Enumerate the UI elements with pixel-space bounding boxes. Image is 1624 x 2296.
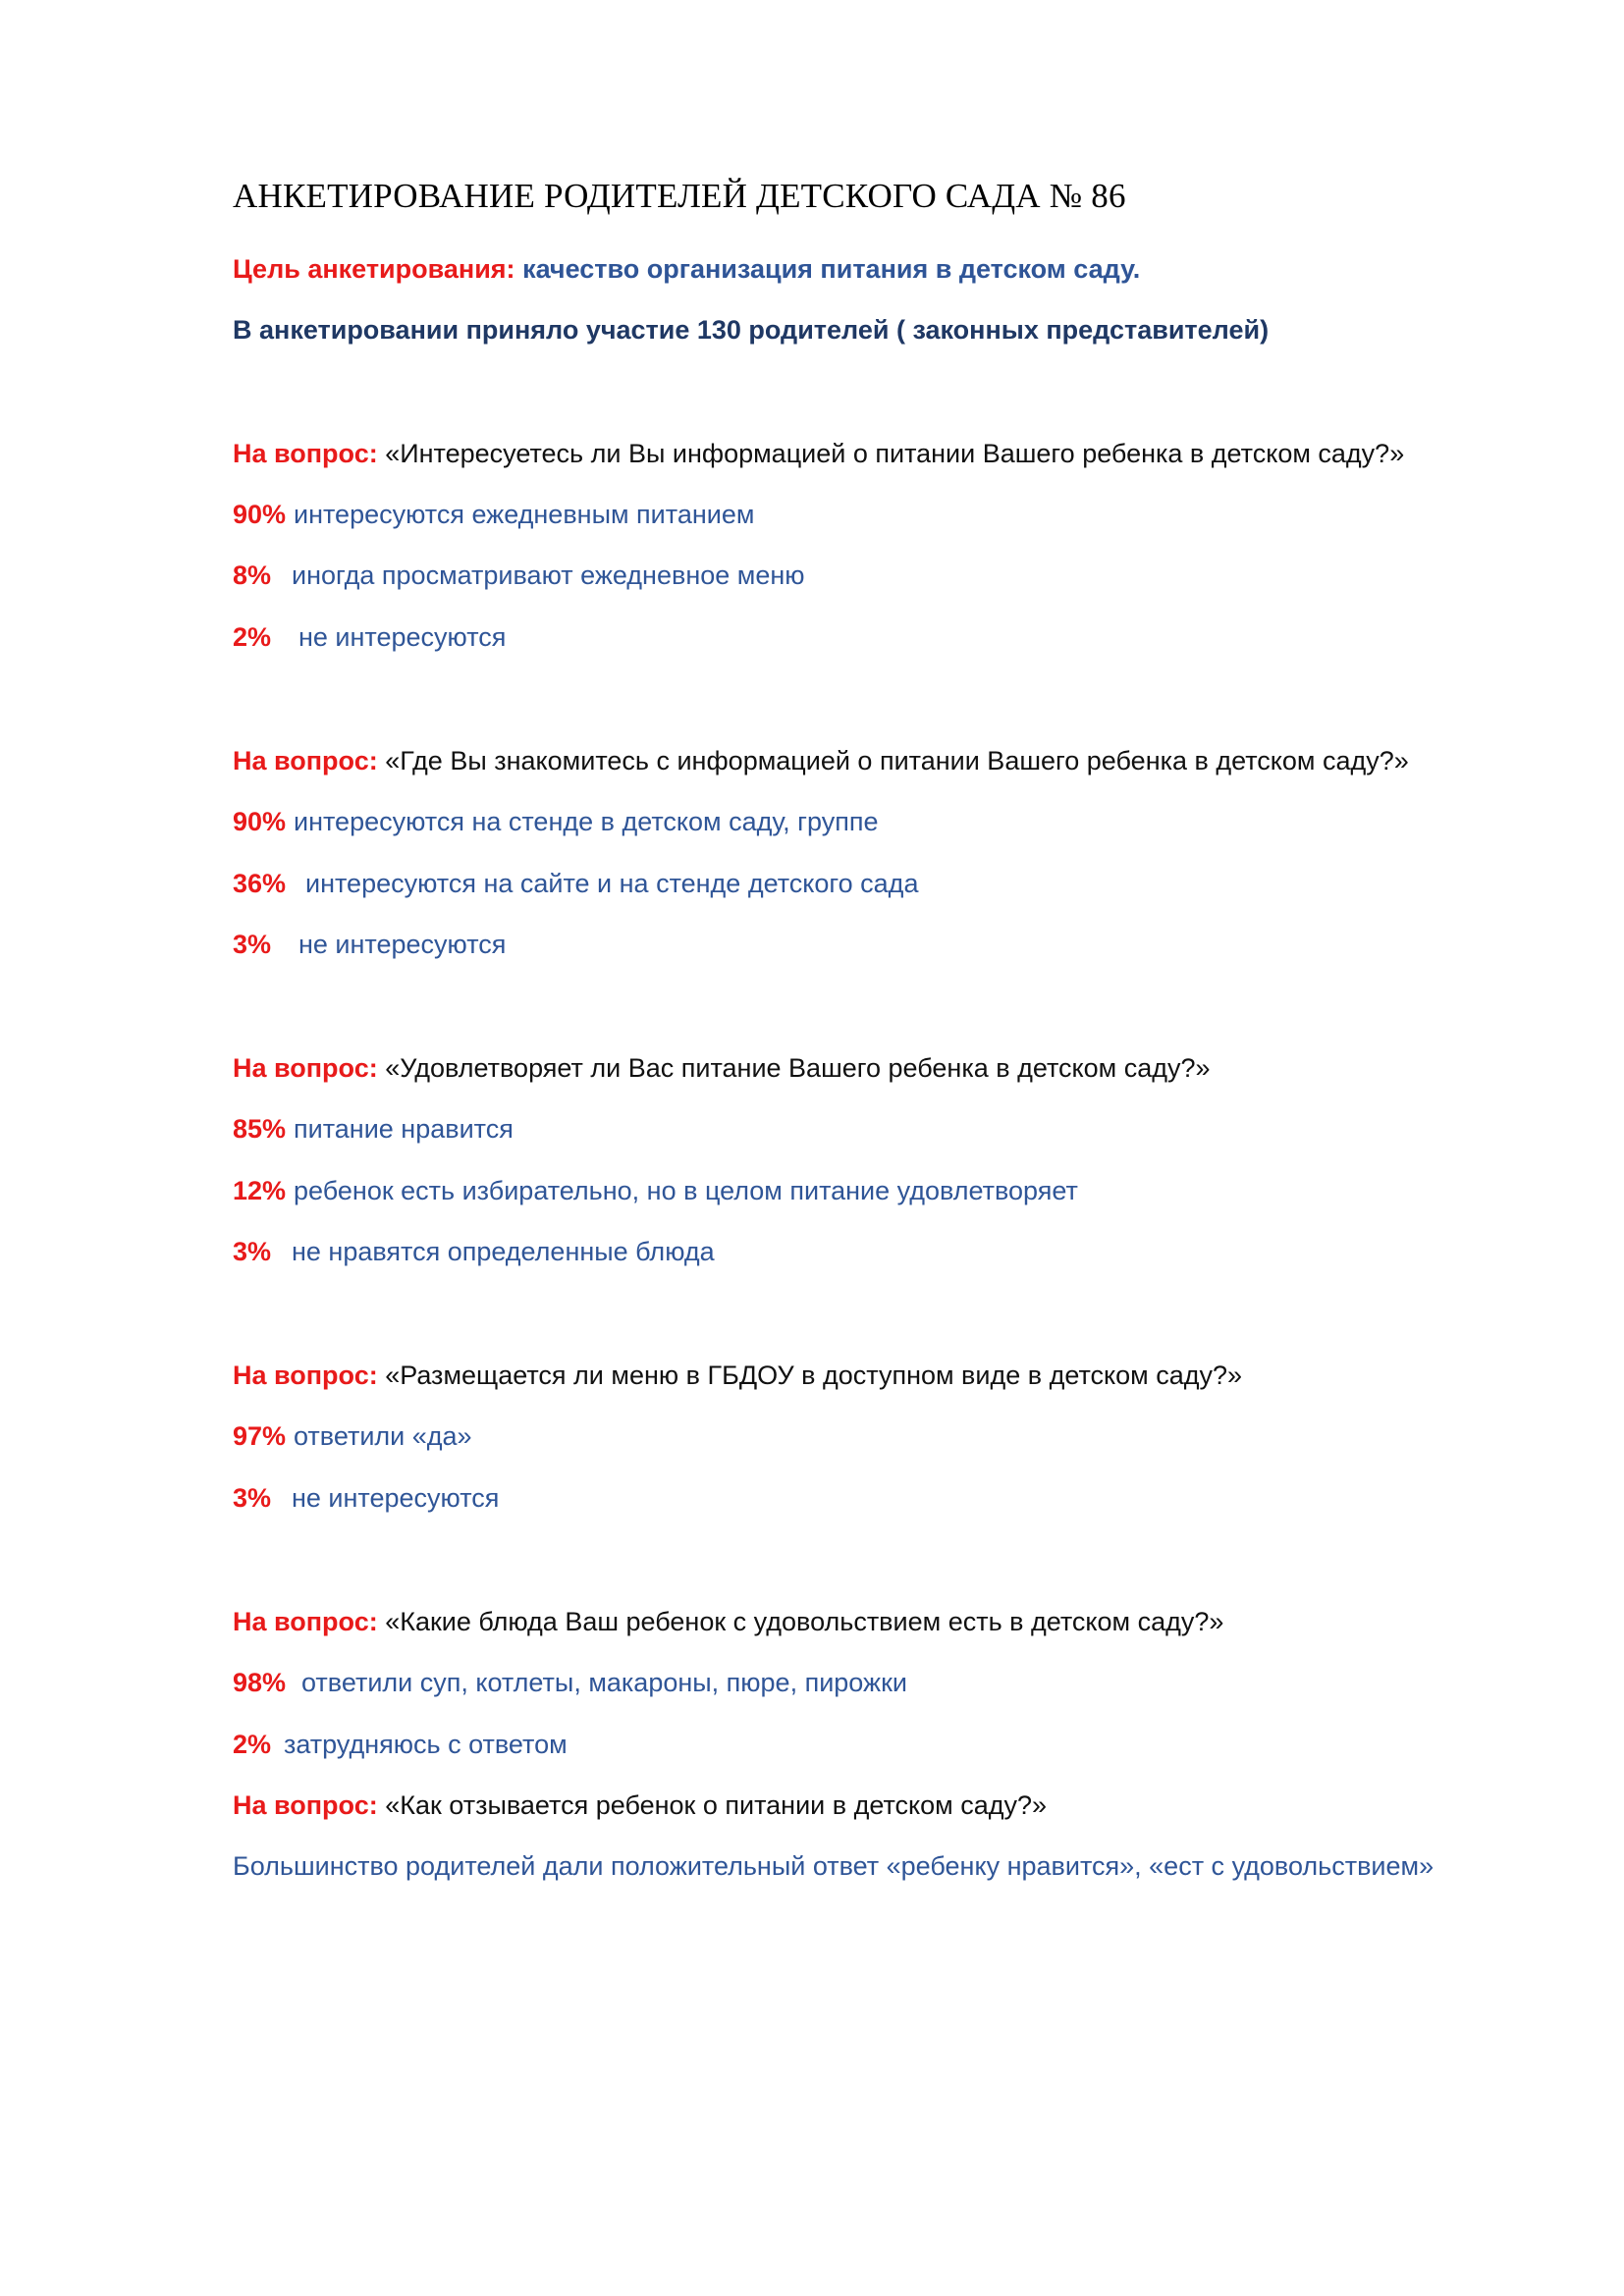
- answer-text: ответили суп, котлеты, макароны, пюре, пирожки: [301, 1668, 907, 1697]
- question-3: [233, 1051, 1211, 1085]
- question-6: [233, 1789, 1047, 1822]
- answer-text: интересуются ежедневным питанием: [294, 500, 755, 529]
- answer-text: питание нравится: [294, 1114, 514, 1144]
- goal-label: Цель анкетирования:: [233, 254, 515, 284]
- question-text: «Как отзывается ребенок о питании в детском саду?»: [385, 1790, 1048, 1820]
- answer-percent: 3%: [233, 1237, 272, 1266]
- question-label: На вопрос:: [233, 1361, 378, 1390]
- conclusion: Большинство родителей дали положительный ответ «ребенку нравится», «ест с удовольствием»: [233, 1851, 1435, 1881]
- answer-text: ребенок есть избирательно, но в целом питание удовлетворяет: [294, 1176, 1078, 1205]
- answer-percent: 90%: [233, 500, 287, 529]
- answer-row: [233, 1481, 499, 1515]
- answer-text: ответили «да»: [294, 1421, 472, 1451]
- answer-percent: 3%: [233, 1483, 272, 1513]
- question-label: На вопрос:: [233, 1607, 378, 1636]
- answer-row: [233, 1728, 568, 1761]
- answer-row: [233, 928, 506, 961]
- answer-row: [233, 1112, 514, 1146]
- answer-percent: 90%: [233, 807, 287, 836]
- survey-goal: [233, 252, 1140, 286]
- question-text: «Какие блюда Ваш ребенок с удовольствием есть в детском саду?»: [385, 1607, 1224, 1636]
- answer-text: не интересуются: [292, 1483, 500, 1513]
- answer-percent: 85%: [233, 1114, 287, 1144]
- answer-percent: 3%: [233, 930, 272, 959]
- question-text: «Удовлетворяет ли Вас питание Вашего ребенка в детском саду?»: [385, 1053, 1211, 1083]
- answer-percent: 8%: [233, 561, 272, 590]
- answer-row: [233, 559, 805, 592]
- answer-percent: 98%: [233, 1668, 287, 1697]
- question-1: [233, 437, 1404, 470]
- answer-percent: 2%: [233, 1730, 272, 1759]
- question-text: «Интересуетесь ли Вы информацией о питании Вашего ребенка в детском саду?»: [385, 439, 1405, 468]
- answer-text: не нравятся определенные блюда: [292, 1237, 715, 1266]
- answer-row: [233, 1174, 1078, 1207]
- question-5: [233, 1605, 1223, 1638]
- answer-text: интересуются на сайте и на стенде детского сада: [305, 869, 919, 898]
- document-title: АНКЕТИРОВАНИЕ РОДИТЕЛЕЙ ДЕТСКОГО САДА № 86: [233, 177, 1126, 215]
- answer-text: не интересуются: [298, 930, 507, 959]
- answer-row: [233, 620, 506, 654]
- question-label: На вопрос:: [233, 746, 378, 775]
- question-4: [233, 1359, 1242, 1392]
- answer-row: [233, 805, 879, 838]
- answer-text: иногда просматривают ежедневное меню: [292, 561, 805, 590]
- answer-row: [233, 1419, 472, 1453]
- question-label: На вопрос:: [233, 1790, 378, 1820]
- answer-text: интересуются на стенде в детском саду, группе: [294, 807, 879, 836]
- question-label: На вопрос:: [233, 439, 378, 468]
- participants-note: В анкетировании приняло участие 130 родителей ( законных представителей): [233, 315, 1270, 345]
- answer-row: [233, 867, 918, 900]
- answer-percent: 2%: [233, 622, 272, 652]
- answer-row: [233, 498, 754, 531]
- question-text: «Размещается ли меню в ГБДОУ в доступном виде в детском саду?»: [385, 1361, 1243, 1390]
- question-label: На вопрос:: [233, 1053, 378, 1083]
- answer-percent: 12%: [233, 1176, 287, 1205]
- answer-row: [233, 1235, 715, 1268]
- answer-text: затрудняюсь с ответом: [284, 1730, 568, 1759]
- answer-row: [233, 1666, 907, 1699]
- goal-text: качество организация питания в детском саду.: [522, 254, 1141, 284]
- question-text: «Где Вы знакомитесь с информацией о питании Вашего ребенка в детском саду?»: [385, 746, 1409, 775]
- answer-percent: 97%: [233, 1421, 287, 1451]
- answer-percent: 36%: [233, 869, 287, 898]
- question-2: [233, 744, 1409, 777]
- answer-text: не интересуются: [298, 622, 507, 652]
